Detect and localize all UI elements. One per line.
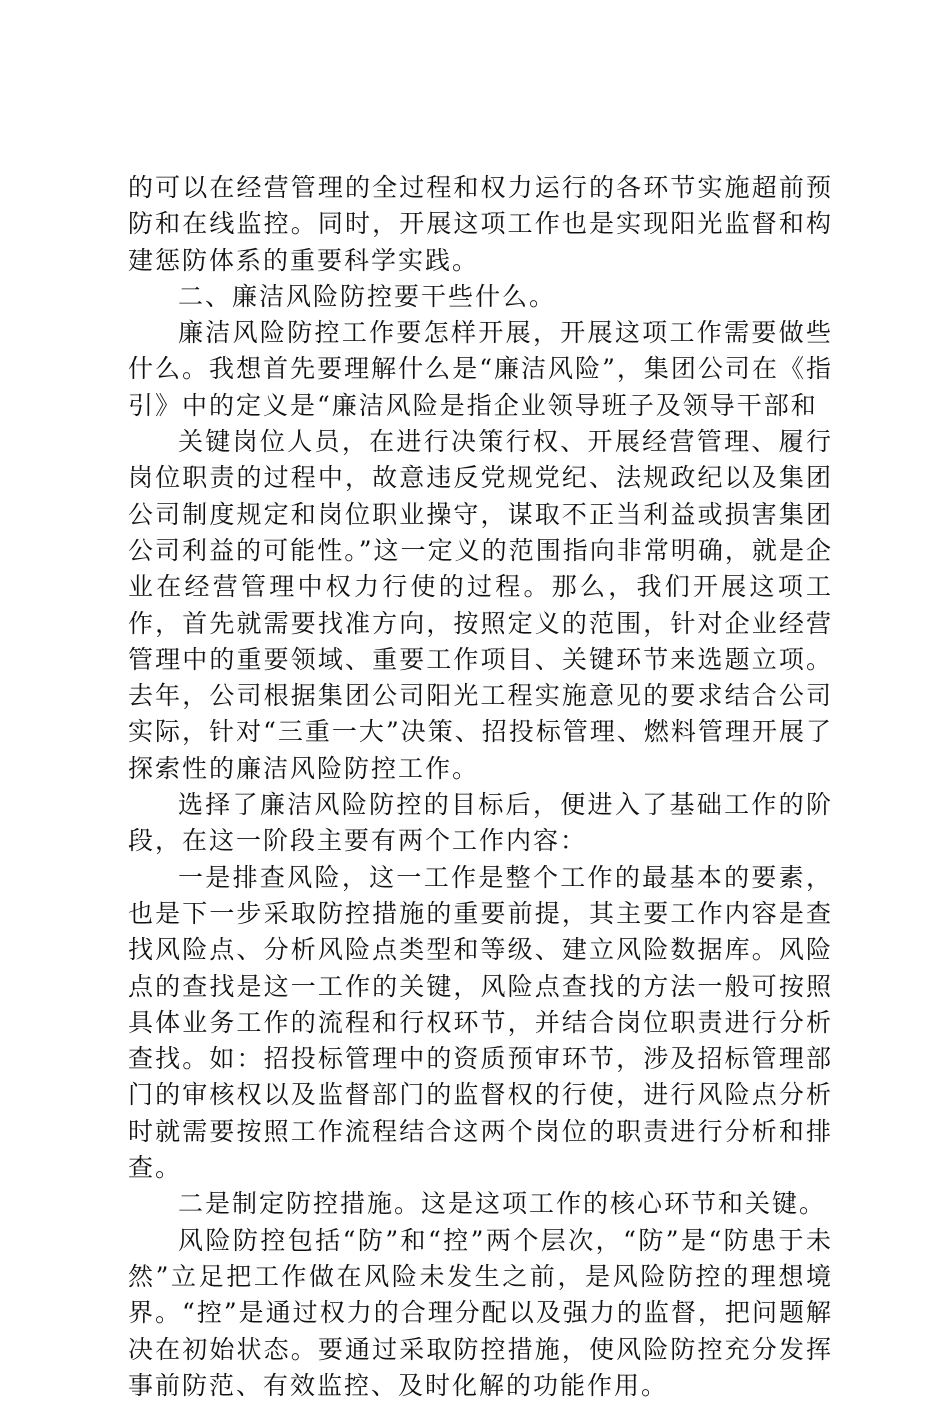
paragraph-definition-body: 关键岗位人员，在进行决策行权、开展经营管理、履行岗位职责的过程中，故意违反党规党纪、法规政纪以及集团公司制度规定和岗位职业操守，谋取不正当利益或损害集团公司利益的可能性。”这一定义的范围指向非常明确，就是企业在经营管理中权力行使的过程。那么，我们开展这项工作，首先就需要找准方向，按照定义的范围，针对企业经营管理中的重要领域、重要工作项目、关键环节来选题立项。去年，公司根据集团公司阳光工程实施意见的要求结合公司实际，针对“三重一大”决策、招投标管理、燃料管理开展了探索性的廉洁风险防控工作。 (128, 427, 833, 783)
paragraph-risk-screening: 一是排查风险，这一工作是整个工作的最基本的要素，也是下一步采取防控措施的重要前提，其主要工作内容是查找风险点、分析风险点类型和等级、建立风险数据库。风险点的查找是这一工作的关键，风险点查找的方法一般可按照具体业务工作的流程和行权环节，并结合岗位职责进行分析查找。如：招投标管理中的资质预审环节，涉及招标管理部门的审核权以及监督部门的监督权的行使，进行风险点分析时就需要按照工作流程结合这两个岗位的职责进行分析和排查。 (128, 862, 833, 1183)
paragraph-target-selection: 选择了廉洁风险防控的目标后，便进入了基础工作的阶段，在这一阶段主要有两个工作内容： (128, 790, 833, 856)
paragraph-prevention-control: 风险防控包括“防”和“控”两个层次，“防”是“防患于未然”立足把工作做在风险未发生之前，是风险防控的理想境界。“控”是通过权力的合理分配以及强力的监督，把问题解决在初始状态。要通过采取防控措施，使风险防控充分发挥事前防范、有效监控、及时化解的功能作用。 (128, 1225, 833, 1400)
paragraph-control-measures: 二是制定防控措施。这是这项工作的核心环节和关键。 (178, 1189, 827, 1219)
paragraph-definition-intro: 廉洁风险防控工作要怎样开展，开展这项工作需要做些什么。我想首先要理解什么是“廉洁风险”，集团公司在《指引》中的定义是“廉洁风险是指企业领导班子及领导干部和 (128, 318, 833, 420)
paragraph-continuation: 的可以在经营管理的全过程和权力运行的各环节实施超前预防和在线监控。同时，开展这项工作也是实现阳光监督和构建惩防体系的重要科学实践。 (128, 173, 833, 275)
document-body (128, 170, 833, 1404)
section-heading-2: 二、廉洁风险防控要干些什么。 (178, 281, 557, 311)
